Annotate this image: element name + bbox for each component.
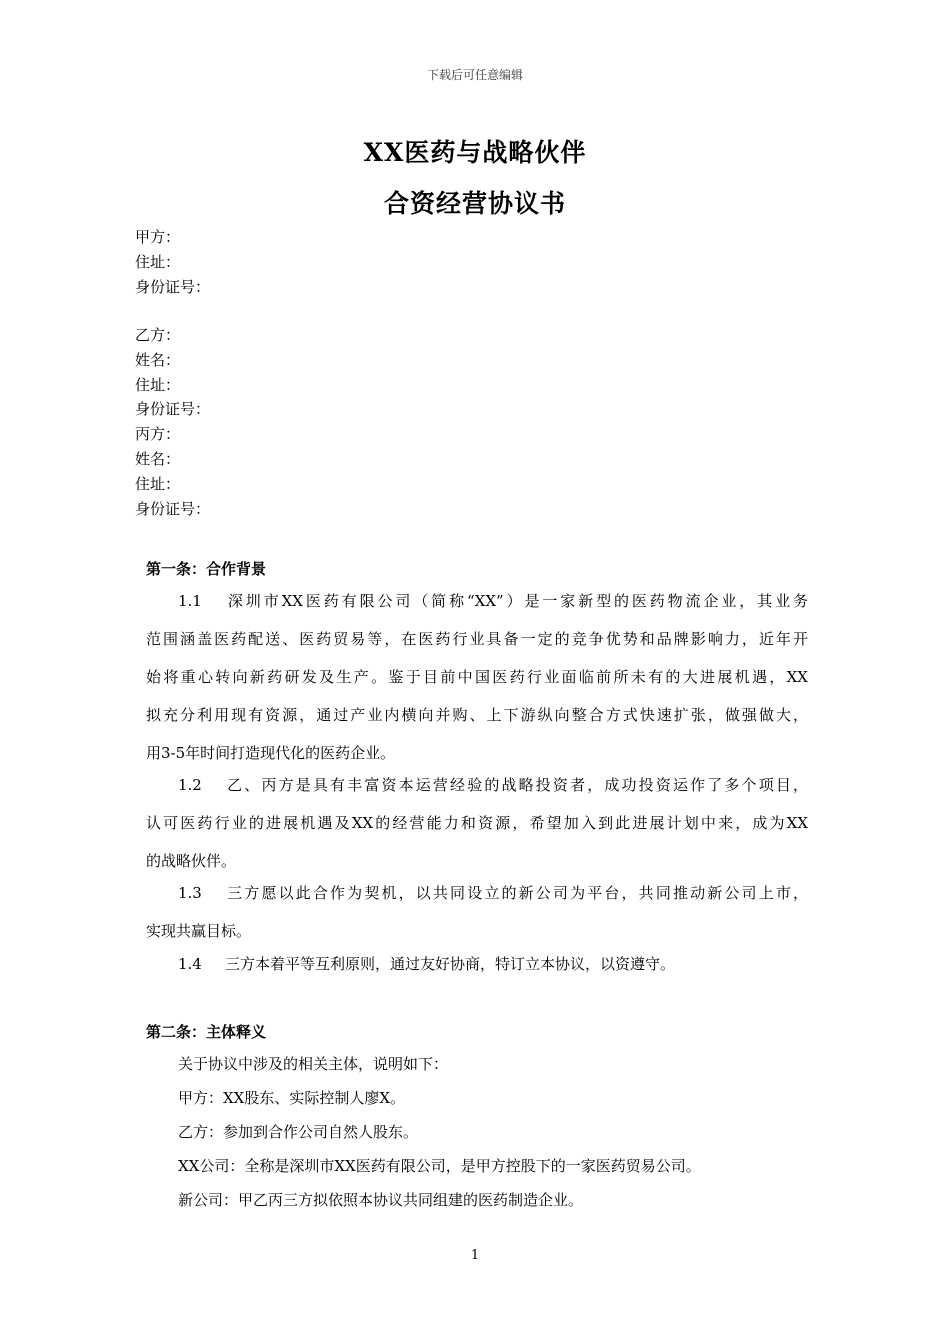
party-b-address: 住址： xyxy=(135,375,181,394)
party-a-address: 住址： xyxy=(135,252,181,271)
clause-line xyxy=(146,874,808,912)
party-c-id-number: 身份证号： xyxy=(135,499,211,518)
clause-number: 1.3 xyxy=(178,884,202,902)
party-b-name: 姓名： xyxy=(135,350,181,369)
clause-line: 实现共赢目标。 xyxy=(146,922,252,940)
clause-line: 拟充分利用现有资源，通过产业内横向并购、上下游纵向整合方式快速扩张，做强做大， xyxy=(146,706,808,724)
clause-text: 乙、丙方是具有丰富资本运营经验的战略投资者，成功投资运作了多个项目， xyxy=(225,776,808,794)
clause-line: 始将重心转向新药研发及生产。鉴于目前中国医药行业面临前所未有的大进展机遇，XX xyxy=(146,668,808,686)
party-c-address: 住址： xyxy=(135,474,181,493)
definition-intro: 关于协议中涉及的相关主体，说明如下： xyxy=(178,1055,449,1073)
document-title: XX医药与战略伙伴 xyxy=(363,138,587,167)
party-b-id-number: 身份证号： xyxy=(135,400,211,419)
party-b-label: 乙方： xyxy=(135,326,181,344)
clause-line xyxy=(146,582,808,620)
clause-1-1 xyxy=(146,582,808,772)
clause-number: 1.2 xyxy=(178,776,202,794)
party-a-id-number: 身份证号： xyxy=(135,277,211,296)
page-number: 1 xyxy=(470,1248,480,1263)
clause-text: 三方本着平等互利原则，通过友好协商，特订立本协议，以资遵守。 xyxy=(225,955,676,973)
header-note: 下载后可任意编辑 xyxy=(426,68,523,82)
clause-line: 范围涵盖医药配送、医药贸易等，在医药行业具备一定的竞争优势和品牌影响力，近年开 xyxy=(146,630,808,648)
clause-line xyxy=(146,766,808,804)
clause-number: 1.4 xyxy=(178,955,202,973)
clause-line: 的战略伙伴。 xyxy=(146,852,237,870)
clause-text: 深圳市XX医药有限公司（简称“XX”）是一家新型的医药物流企业，其业务 xyxy=(225,592,808,610)
party-a-label: 甲方： xyxy=(135,228,181,246)
clause-1-3 xyxy=(146,874,808,950)
definition-party-a: 甲方：XX股东、实际控制人廖X。 xyxy=(178,1089,406,1107)
party-c-name: 姓名： xyxy=(135,449,181,468)
definitions-list xyxy=(178,1047,701,1217)
party-bc-block xyxy=(135,323,210,521)
definition-party-b: 乙方：参加到合作公司自然人股东。 xyxy=(178,1123,419,1141)
definition-xx-company: XX公司：全称是深圳市XX医药有限公司，是甲方控股下的一家医药贸易公司。 xyxy=(178,1157,701,1175)
party-a-block xyxy=(135,225,210,299)
clause-line xyxy=(146,945,808,983)
clause-line: 用3-5年时间打造现代化的医药企业。 xyxy=(146,744,396,762)
clause-1-2 xyxy=(146,766,808,880)
section-1-heading: 第一条：合作背景 xyxy=(146,560,267,578)
document-subtitle: 合资经营协议书 xyxy=(383,189,566,218)
clause-number: 1.1 xyxy=(178,592,202,610)
definition-new-company: 新公司：甲乙丙三方拟依照本协议共同组建的医药制造企业。 xyxy=(178,1191,584,1209)
party-c-label: 丙方： xyxy=(135,425,181,444)
clause-1-4 xyxy=(146,945,808,983)
section-2-heading: 第二条：主体释义 xyxy=(146,1023,267,1041)
clause-line: 认可医药行业的进展机遇及XX的经营能力和资源，希望加入到此进展计划中来，成为XX xyxy=(146,814,808,832)
clause-text: 三方愿以此合作为契机，以共同设立的新公司为平台，共同推动新公司上市， xyxy=(225,884,808,902)
